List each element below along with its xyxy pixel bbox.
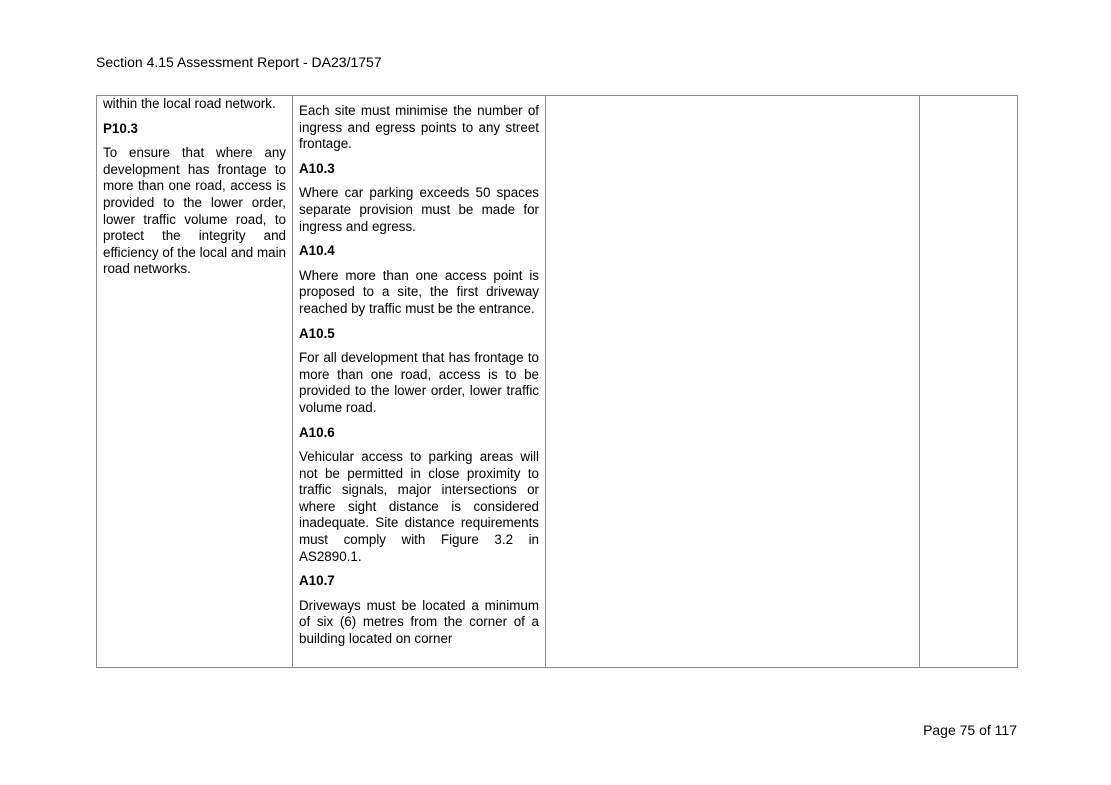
controls-cell (293, 96, 546, 668)
compliance-cell (920, 96, 1018, 668)
control-text: Driveways must be located a minimum of six (6) metres from the corner of a building located on corner (299, 597, 539, 647)
assessment-cell (546, 96, 920, 668)
control-intro-text: Each site must minimise the number of ingress and egress points to any street frontage. (299, 103, 539, 152)
page-number: Page 75 of 117 (923, 722, 1017, 738)
page-header: Section 4.15 Assessment Report - DA23/1757 (96, 54, 382, 70)
control-text: Vehicular access to parking areas will not be permitted in close proximity to traffic signals, major intersections or where sight distance is considered inadequate. Site distance requirements must comply with Figure 3.2 in AS2890.1. (299, 449, 539, 564)
control-heading: A10.4 (299, 243, 335, 259)
control-heading: A10.3 (299, 160, 335, 176)
table-row (97, 96, 1018, 668)
control-text: Where car parking exceeds 50 spaces separate provision must be made for ingress and egress. (299, 185, 539, 234)
control-heading: A10.7 (299, 573, 335, 589)
objective-intro-text: within the local road network. (103, 96, 276, 111)
control-text: Where more than one access point is proposed to a site, the first driveway reached by traffic must be the entrance. (299, 267, 539, 316)
objective-body-text: To ensure that where any development has frontage to more than one road, access is provided to the lower order, lower traffic volume road, to protect the integrity and efficiency of the local and main road networks. (103, 145, 286, 277)
objective-heading: P10.3 (103, 120, 138, 136)
control-heading: A10.6 (299, 424, 335, 440)
objectives-cell (97, 96, 293, 668)
control-heading: A10.5 (299, 325, 335, 341)
assessment-table (96, 95, 1018, 668)
control-text: For all development that has frontage to more than one road, access is to be provided to the lower order, lower traffic volume road. (299, 350, 539, 415)
